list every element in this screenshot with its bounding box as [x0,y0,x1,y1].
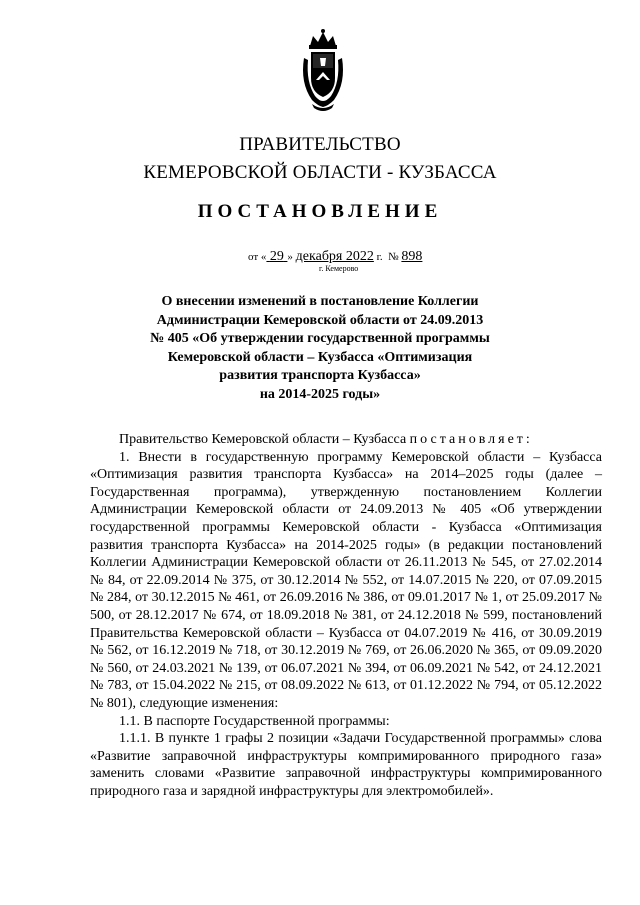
document-body [90,431,602,800]
document-type-heading: ПОСТАНОВЛЕНИЕ [197,201,443,222]
resolves-word: постановляет: [409,432,533,447]
document-number: 898 [401,249,423,264]
date-separator: » [287,251,293,263]
number-label: № [388,251,399,263]
date-prefix: от « [248,251,267,263]
date-month-year: декабря 2022 [295,249,374,264]
date-number-line [248,249,422,265]
clause-1-paragraph: 1. Внести в государственную программу Кемеровской области – Кузбасса «Оптимизация развития транспорта Кузбасса» на 2014–2025 годы (далее – Государственная программа), утвержденную постановлением Коллегии Администрации Кемеровской области от 24.09.2013 № 405 «Об утверждении государственной программы Кемеровской области - Кузбасса «Оптимизация развития транспорта Кузбасса» на 2014-2025 годы» (в редакции постановлений Коллегии Администрации Кемеровской области от 26.11.2013 № 545, от 27.02.2014 № 84, от 22.09.2014 № 375, от 30.12.2014 № 552, от 14.07.2015 № 220, от 07.09.2015 № 284, от 30.12.2015 № 461, от 26.09.2016 № 386, от 09.01.2017 № 1, от 25.09.2017 № 500, от 28.12.2017 № 674, от 18.09.2018 № 381, от 24.12.2018 № 599, постановлений Правительства Кемеровской области – Кузбасса от 04.07.2019 № 416, от 30.09.2019 № 562, от 16.12.2019 № 718, от 30.12.2019 № 769, от 26.06.2020 № 365, от 09.09.2020 № 560, от 24.03.2021 № 139, от 06.07.2021 № 394, от 06.09.2021 № 542, от 24.12.2021 № 783, от 15.04.2022 № 215, от 08.09.2022 № 613, от 01.12.2022 № 794, от 05.12.2022 № 801), следующие изменения: [90,449,602,711]
date-day: 29 [269,249,284,264]
city-label: г. Кемерово [319,264,359,273]
title-line: Кемеровской области – Кузбасса «Оптимизация [167,349,473,365]
clause-1-1-paragraph: 1.1. В паспорте Государственной программы: [119,713,390,729]
document-title [140,293,500,404]
title-line: Администрации Кемеровской области от 24.09.2013 [156,312,484,328]
kuzbass-coat-of-arms-icon [298,28,348,114]
clause-1-1-1-paragraph: 1.1.1. В пункте 1 графы 2 позиции «Задачи Государственной программы» слова «Развитие заправочной инфраструктуры компримированного природного газа» заменить словами «Развитие заправочной инфраструктуры компримированного природного газа и зарядной инфраструктуры для электромобилей». [90,731,602,799]
date-year-suffix: г. [376,251,383,263]
intro-paragraph: Правительство Кемеровской области – Кузбасса постановляет: [119,432,533,447]
government-name-line1: ПРАВИТЕЛЬСТВО [239,134,401,155]
title-line: О внесении изменений в постановление Коллегии [161,294,479,309]
title-line: на 2014-2025 годы» [259,386,381,402]
title-line: № 405 «Об утверждении государственной программы [150,331,490,346]
title-line: развития транспорта Кузбасса» [219,368,421,383]
government-name-line2: КЕМЕРОВСКОЙ ОБЛАСТИ - КУЗБАССА [143,162,497,183]
